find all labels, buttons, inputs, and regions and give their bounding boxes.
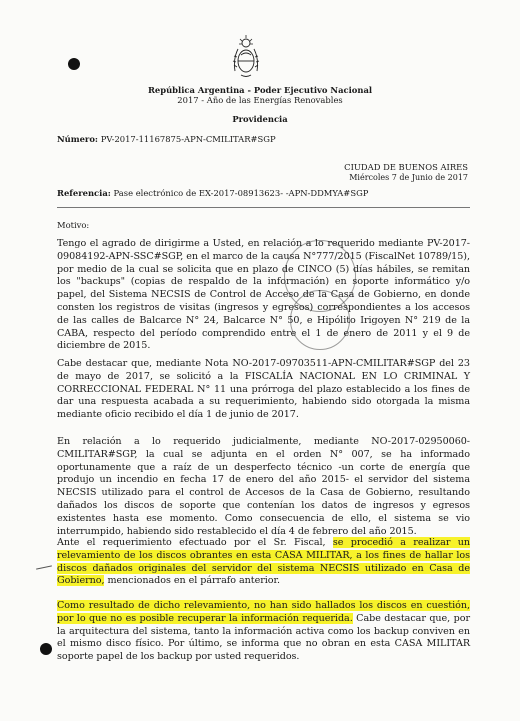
paragraph-1: Tengo el agrado de dirigirme a Usted, en relación a lo requerido mediante PV-2017-09084192-APN-SSC#SGP, en el marco de la causa N°777/2015 (FiscalNet 10789/15), por medio de la cual se solicita que en plazo de CINCO (5) días hábiles, se remitan los "backups" (copias de respaldo de la información) en soporte informático y/o papel, del Sistema NECSIS de Control de Acceso de la Casa de Gobierno, en donde consten los registros de visitas (ingresos y egresos) correspondientes a los accesos de las calles de Balcarce N° 24, Balcarce N° 50, e Hipólito Irigoyen N° 219 de la CABA, respecto del período comprendido entre el 1 de enero de 2011 y el 9 de diciembre de 2015. <box>57 238 470 352</box>
margin-pen-mark <box>36 565 52 569</box>
paragraph-4 <box>57 537 470 588</box>
paragraph-3: En relación a lo requerido judicialmente, mediante NO-2017-02950060-CMILITAR#SGP, la cual se adjunta en el orden N° 007, se ha informado oportunamente que a raíz de un desperfecto técnico -un corte de energía que produjo un incendio en fecha 17 de enero del año 2015- el servidor del sistema NECSIS utilizado para el control de Accesos de la Casa de Gobierno, resultando dañados los discos de soporte que contenían los datos de ingresos y egresos existentes hasta ese momento. Como consecuencia de ello, el sistema se vio interrumpido, habiendo sido restablecido el día 4 de febrero del año 2015. <box>57 436 470 537</box>
referencia-value: Pase electrónico de EX-2017-08913623- -APN-DDMYA#SGP <box>113 188 369 198</box>
date: Miércoles 7 de Junio de 2017 <box>349 173 468 182</box>
paragraph-4-tail: mencionados en el párrafo anterior. <box>104 575 280 587</box>
paragraph-4-lead: Ante el requerimiento efectuado por el Sr. Fiscal, <box>57 537 333 548</box>
numero-field <box>57 134 276 144</box>
city: CIUDAD DE BUENOS AIRES <box>344 162 468 172</box>
paragraph-5-tail: Cabe destacar que, por la arquitectura del sistema, tanto la información activa como los backup conviven en el mismo disco físico. Por último, se informa que no obran en esta CASA MILITAR soporte papel de los backup por usted requeridos. <box>57 612 470 663</box>
motivo-label: Motivo: <box>57 220 90 230</box>
numero-value: PV-2017-11167875-APN-CMILITAR#SGP <box>100 134 276 144</box>
header-country: República Argentina - Poder Ejecutivo Nacional <box>147 85 373 95</box>
paragraph-5-highlight: Como resultado de dicho relevamiento, no han sido hallados los discos en cuestión, por lo que no es posible recuperar la información requerida. <box>57 600 470 624</box>
paragraph-2: Cabe destacar que, mediante Nota NO-2017-09703511-APN-CMILITAR#SGP del 23 de mayo de 2017, se solicitó a la FISCALÍA NACIONAL EN LO CRIMINAL Y CORRECCIONAL FEDERAL N° 11 una prórroga del plazo establecido a los fines de dar una respuesta acabada a su requerimiento, habiendo sido otorgada la misma mediante oficio recibido el día 1 de junio de 2017. <box>57 358 470 421</box>
punch-hole-bottom <box>40 643 52 655</box>
header-document-type: Providencia <box>232 114 288 124</box>
referencia-field <box>57 188 368 198</box>
paragraph-4-highlight: se procedió a realizar un relevamiento de los discos obrantes en esta CASA MILITAR, a los fines de hallar los discos dañados originales del servidor del sistema NECSIS utilizado en Casa de Gobierno, <box>57 537 470 587</box>
referencia-label: Referencia: <box>57 188 111 198</box>
header-divider <box>57 207 470 208</box>
official-stamp-lower <box>290 290 350 350</box>
numero-label: Número: <box>57 134 99 144</box>
coat-of-arms-icon <box>231 31 261 79</box>
punch-hole-top <box>68 58 80 70</box>
header-year-motto: 2017 - Año de las Energías Renovables <box>177 95 343 105</box>
paragraph-5 <box>57 600 470 664</box>
